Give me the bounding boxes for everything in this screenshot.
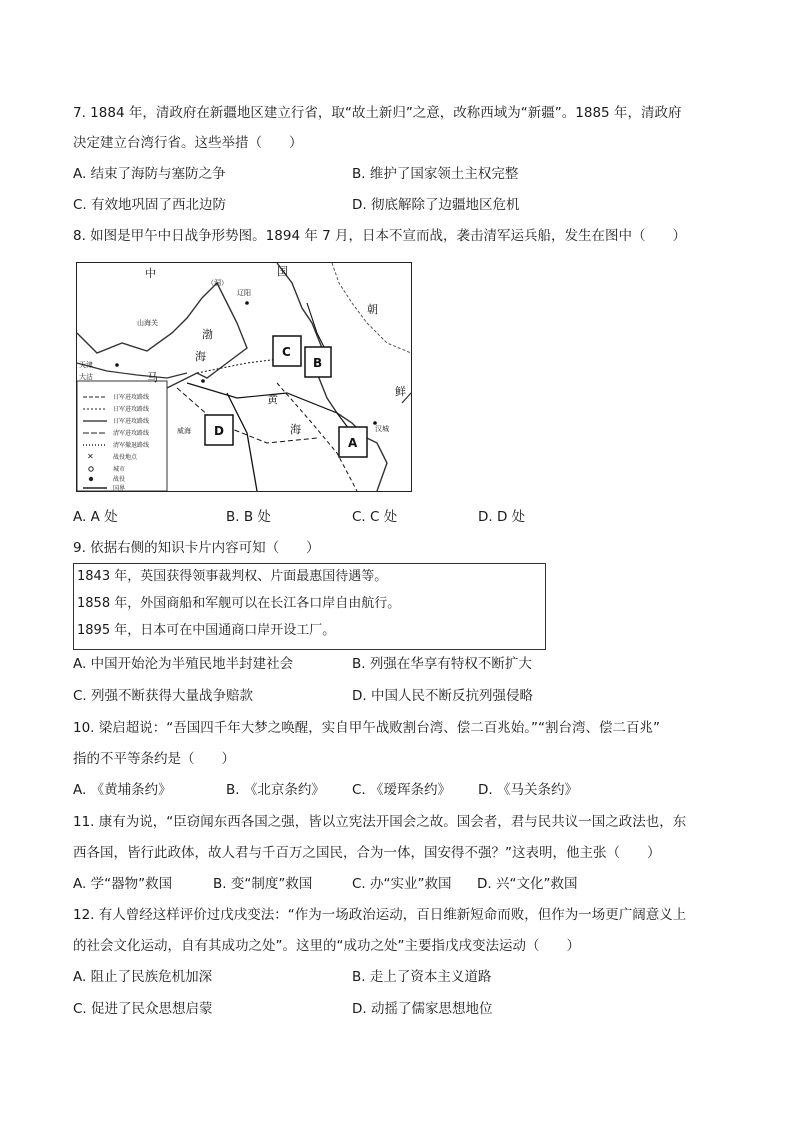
q9-option-d[interactable]: D. 中国人民不断反抗列强侵略 (352, 688, 533, 704)
q8-option-d[interactable]: D. D 处 (478, 509, 526, 525)
q12-option-d[interactable]: D. 动摇了儒家思想地位 (352, 1001, 493, 1017)
label-tianjin: 天津 (79, 361, 93, 369)
q11-option-a[interactable]: A. 学“器物”救国 (73, 876, 173, 892)
q8-option-b[interactable]: B. B 处 (226, 509, 271, 525)
label-liaoyang: 辽阳 (237, 289, 251, 297)
q10-stem-line2: 指的不平等条约是（ ） (73, 751, 235, 767)
q7-option-d[interactable]: D. 彻底解除了边疆地区危机 (352, 197, 520, 213)
label-ma: 马 (147, 371, 158, 384)
q9-option-b[interactable]: B. 列强在华享有特权不断扩大 (352, 656, 532, 672)
label-dong: （洞） (207, 279, 228, 287)
label-china: 中 (145, 267, 156, 280)
label-korea-xian: 鲜 (395, 385, 406, 398)
sino-japanese-war-map (76, 262, 412, 492)
legend-label-0: 日军进攻路线 (113, 394, 150, 401)
q11-option-c[interactable]: C. 办“实业”救国 (352, 876, 452, 892)
q9-option-a[interactable]: A. 中国开始沦为半殖民地半封建社会 (73, 656, 294, 672)
card-line-2: 1858 年，外国商船和军舰可以在长江各口岸自由航行。 (77, 596, 401, 611)
korea-coastline (277, 263, 387, 491)
q12-option-c[interactable]: C. 促进了民众思想启蒙 (73, 1001, 213, 1017)
callout-label-a: A (348, 436, 358, 450)
legend-label-6: 城市 (113, 466, 126, 473)
shandong-coast (77, 363, 187, 378)
q8-option-a[interactable]: A. A 处 (73, 509, 118, 525)
callout-label-b: B (313, 356, 323, 370)
q12-option-b[interactable]: B. 走上了资本主义道路 (352, 969, 492, 985)
q11-stem-line1: 11. 康有为说，“臣窃闻东西各国之强，皆以立宪法开国会之故。国会者，君与民共议一国之政法也，东 (73, 814, 687, 830)
label-hancheng: 汉城 (375, 425, 389, 433)
legend-label-7: 战役 (113, 476, 126, 483)
label-huang: 黄 (267, 393, 278, 406)
legend-label-5: 战役地点 (113, 454, 138, 461)
legend-label-4: 清军撤退路线 (113, 442, 150, 449)
q7-option-b[interactable]: B. 维护了国家领土主权完整 (352, 166, 519, 182)
knowledge-card (73, 563, 546, 650)
route-line-6 (307, 303, 327, 353)
q12-stem-line2: 的社会文化运动，自有其成功之处”。这里的“成功之处”主要指戊戌变法运动（ ） (73, 938, 580, 954)
label-korea-chao: 朝 (367, 303, 378, 316)
q10-option-a[interactable]: A. 《黄埔条约》 (73, 782, 172, 798)
legend-label-8: 国界 (113, 485, 126, 491)
q10-option-d[interactable]: D. 《马关条约》 (478, 782, 578, 798)
callout-label-c: C (282, 345, 291, 359)
map-drawing (77, 263, 411, 491)
q11-stem-line2: 西各国，皆行此政体，故人君与千百万之国民，合为一体，国安得不强？”这表明，他主张（ ） (73, 845, 661, 861)
label-country: 国 (277, 265, 288, 278)
card-line-3: 1895 年，日本可在中国通商口岸开设工厂。 (77, 623, 336, 638)
q7-stem-line1: 7. 1884 年，清政府在新疆地区建立行省，取“故土新归”之意，改称西域为“新疆”。1885 年，清政府 (73, 105, 682, 121)
q12-option-a[interactable]: A. 阻止了民族危机加深 (73, 969, 213, 985)
callout-label-d: D (214, 424, 224, 438)
q8-stem: 8. 如图是甲午中日战争形势图。1894 年 7 月，日本不宣而战，袭击清军运兵船，发生在图中（ ） (73, 228, 686, 244)
label-sea: 海 (290, 423, 301, 436)
q11-option-d[interactable]: D. 兴“文化”救国 (477, 876, 578, 892)
q10-stem-line1: 10. 梁启超说：“吾国四千年大梦之唤醒，实自甲午战败割台湾、偿二百兆始。”“割台湾、偿二百兆” (73, 720, 660, 736)
label-dagu: 大沽 (79, 373, 93, 381)
card-line-1: 1843 年，英国获得领事裁判权、片面最惠国待遇等。 (77, 569, 388, 584)
q10-option-c[interactable]: C. 《瑷珲条约》 (352, 782, 452, 798)
legend-label-3: 清军进攻路线 (113, 430, 150, 437)
label-shanhaiguan: 山海关 (137, 319, 158, 327)
legend-label-2: 日军进攻路线 (113, 418, 150, 425)
label-weihaiwei: 威海 (177, 427, 191, 435)
label-bohai-bo: 渤 (202, 328, 213, 341)
q7-option-c[interactable]: C. 有效地巩固了西北边防 (73, 197, 227, 213)
label-bohai-hai: 海 (195, 350, 206, 363)
q12-stem-line1: 12. 有人曾经这样评价过戊戌变法：“作为一场政治运动，百日维新短命而败，但作为一场更广阔意义上 (73, 907, 687, 923)
svg-text:✕: ✕ (87, 452, 94, 461)
q10-option-b[interactable]: B. 《北京条约》 (226, 782, 325, 798)
q9-option-c[interactable]: C. 列强不断获得大量战争赔款 (73, 688, 254, 704)
q8-option-c[interactable]: C. C 处 (352, 509, 398, 525)
legend-label-1: 日军进攻路线 (113, 406, 150, 413)
q7-option-a[interactable]: A. 结束了海防与塞防之争 (73, 166, 226, 182)
q9-stem: 9. 依据右侧的知识卡片内容可知（ ） (73, 540, 320, 556)
q7-stem-line2: 决定建立台湾行省。这些举措（ ） (73, 135, 303, 151)
q11-option-b[interactable]: B. 变“制度”救国 (213, 876, 313, 892)
